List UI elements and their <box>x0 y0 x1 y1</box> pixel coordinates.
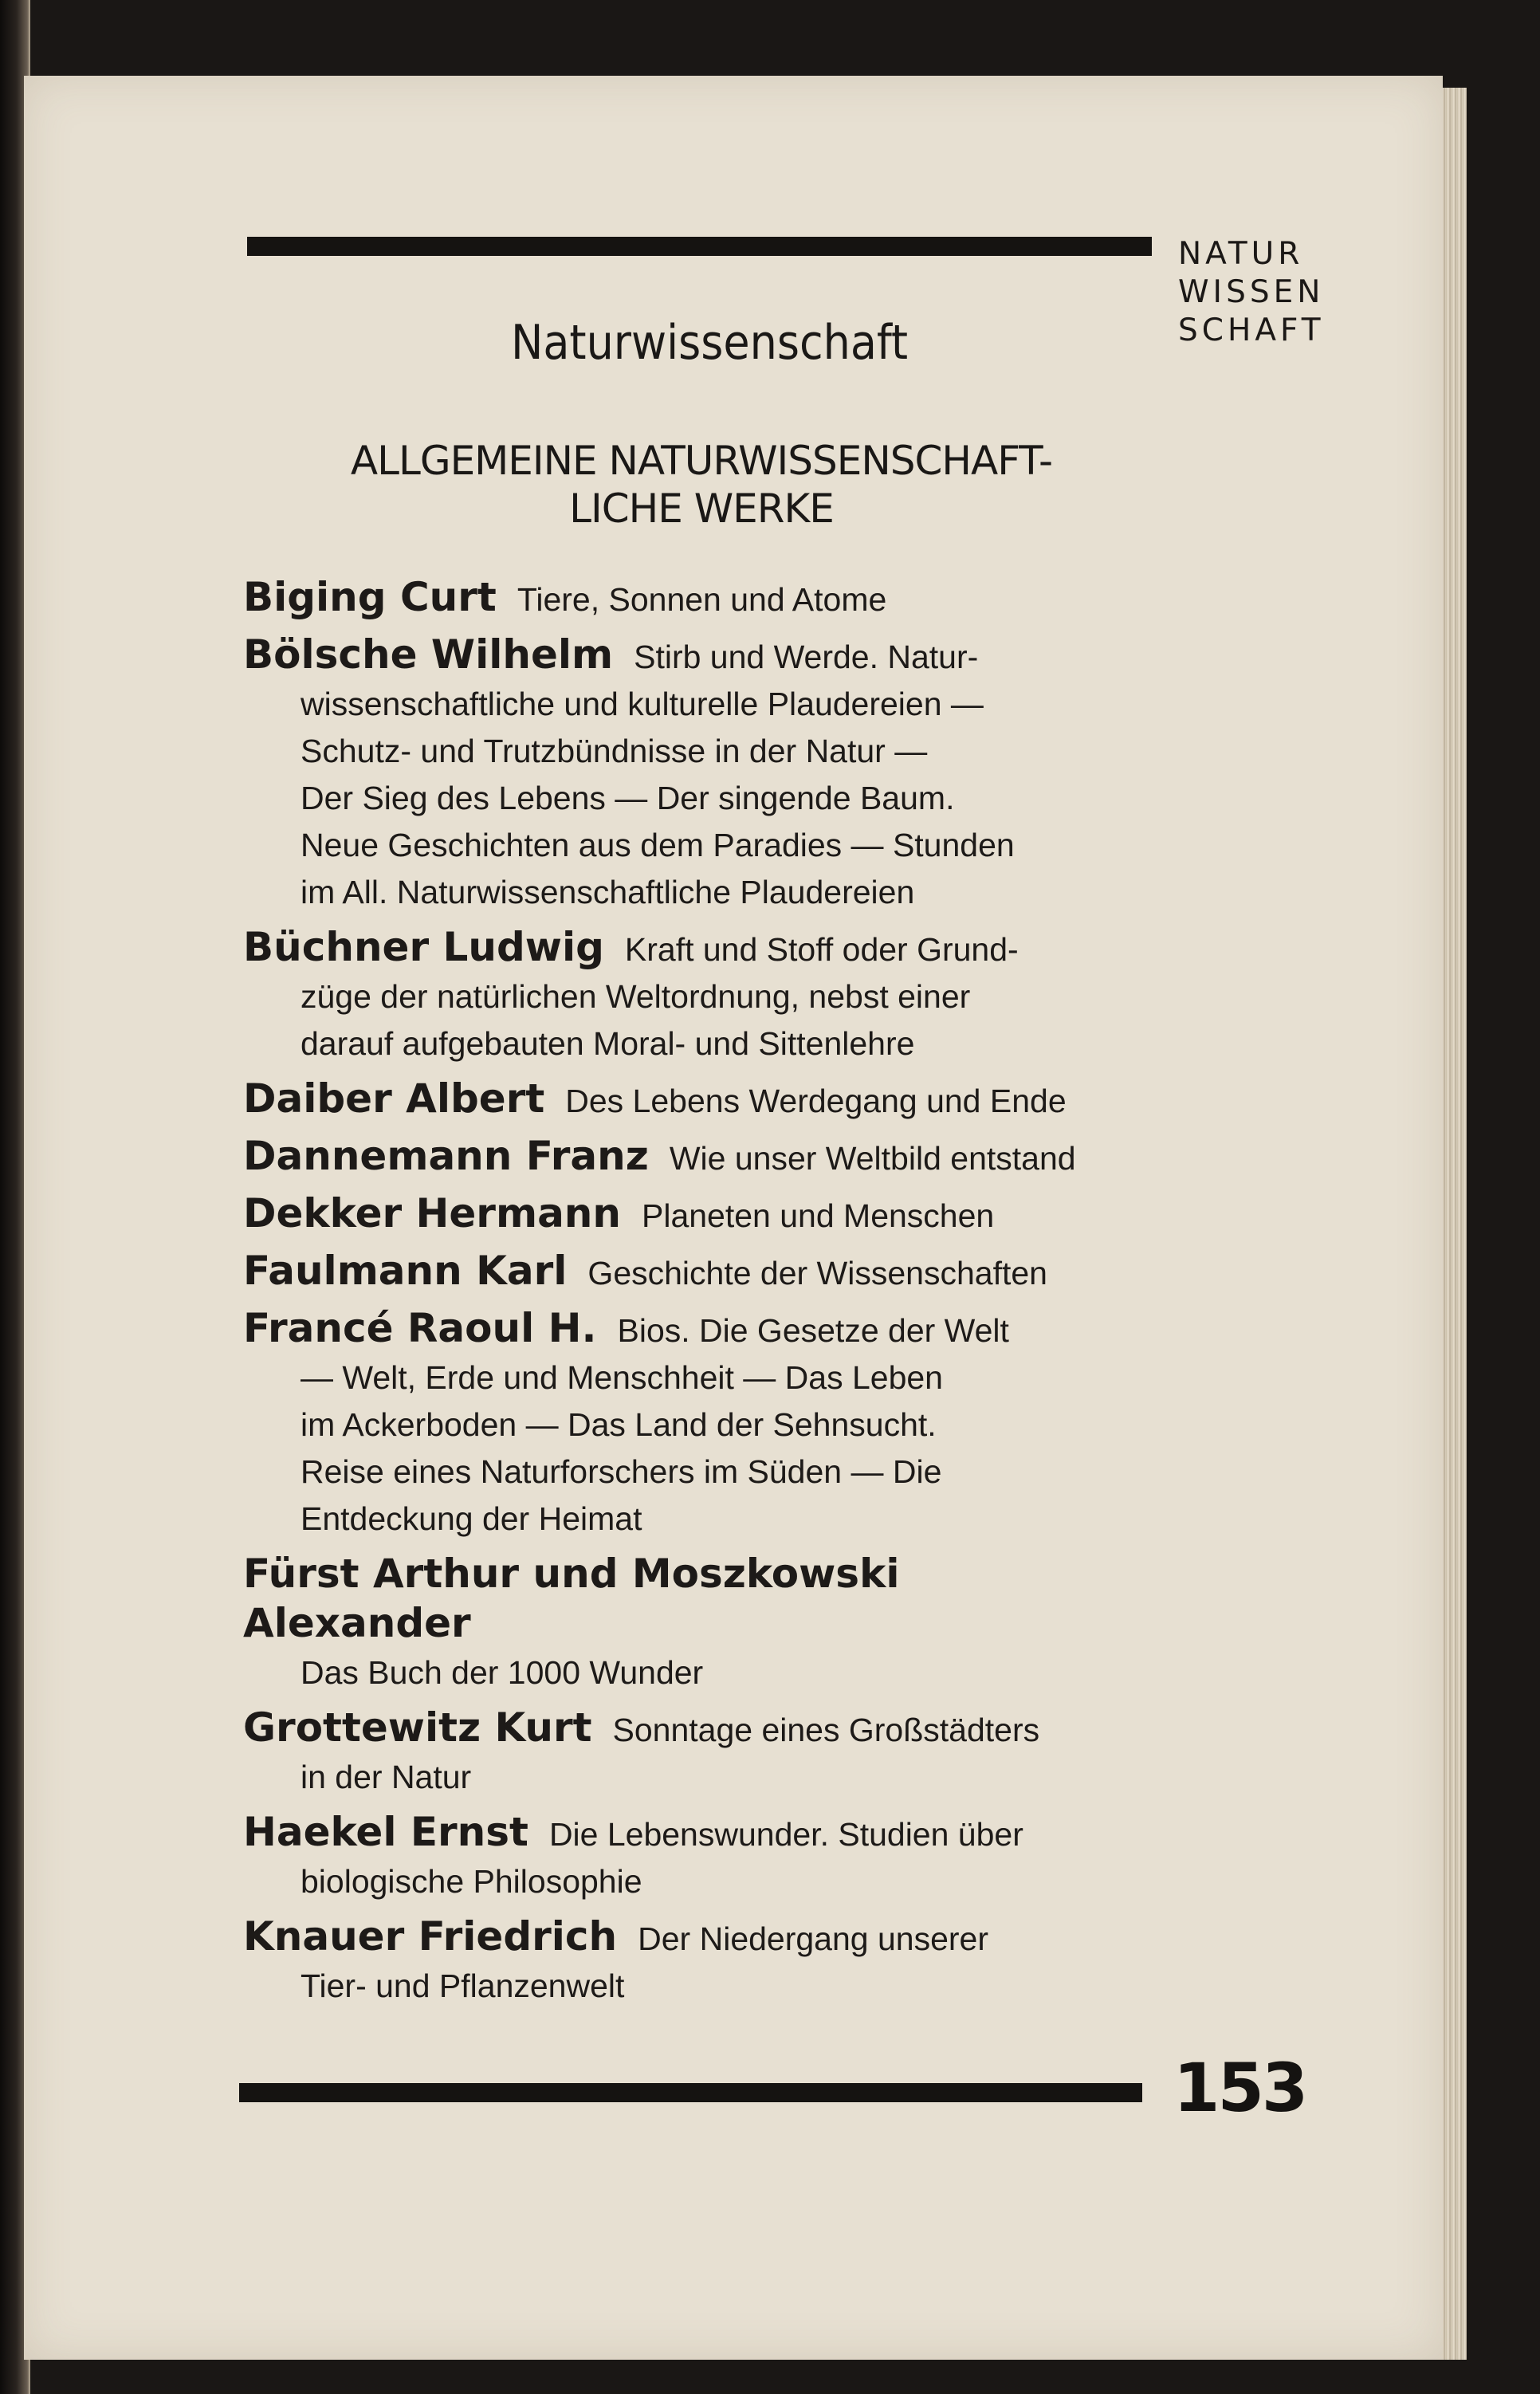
catalog-entry <box>243 1913 1152 2010</box>
catalog-entry <box>243 1305 1152 1543</box>
catalog-entry <box>243 1075 1152 1125</box>
entry-author: Grottewitz Kurt <box>243 1704 592 1751</box>
entry-list <box>243 574 1152 2018</box>
catalog-entry <box>243 1809 1152 1905</box>
entry-title: Tiere, Sonnen und Atome <box>517 581 887 618</box>
catalog-entry <box>243 1704 1152 1801</box>
entry-author: Daiber Albert <box>243 1075 545 1122</box>
catalog-entry <box>243 631 1152 916</box>
margin-label <box>1178 235 1385 350</box>
entry-title: Sonntage eines Großstädters <box>612 1712 1040 1748</box>
entry-author: Bölsche Wilhelm <box>243 631 614 678</box>
entry-title: Die Lebenswunder. Studien über <box>548 1816 1023 1853</box>
entry-continuation-line: Neue Geschichten aus dem Paradies — Stunden <box>301 827 1015 863</box>
entry-author: Haekel Ernst <box>243 1809 528 1855</box>
entry-title: Kraft und Stoff oder Grund- <box>624 931 1019 968</box>
section-heading-line: LICHE WERKE <box>569 485 834 532</box>
entry-continuation-line: Das Buch der 1000 Wunder <box>301 1654 704 1691</box>
page-number: 153 <box>1173 2049 1306 2127</box>
entry-first-line <box>243 1248 1152 1297</box>
entry-continuation-line: Schutz- und Trutzbündnisse in der Natur — <box>301 733 928 769</box>
entry-first-line <box>243 924 1152 973</box>
margin-label-line: NATUR <box>1178 236 1304 272</box>
section-heading-line: ALLGEMEINE NATURWISSENSCHAFT- <box>350 438 1053 484</box>
entry-continuation-line: biologische Philosophie <box>301 1863 642 1900</box>
entry-first-line <box>243 1190 1152 1240</box>
entry-author: Francé Raoul H. <box>243 1305 597 1351</box>
entry-first-line <box>243 1551 1152 1649</box>
entry-first-line <box>243 1305 1152 1354</box>
entry-continuation-line: im Ackerboden — Das Land der Sehnsucht. <box>301 1406 937 1443</box>
entry-first-line <box>243 1133 1152 1182</box>
entry-author: Knauer Friedrich <box>243 1913 618 1960</box>
entry-continuation-line: Der Sieg des Lebens — Der singende Baum. <box>301 780 955 816</box>
entry-first-line <box>243 574 1152 623</box>
catalog-entry <box>243 1190 1152 1240</box>
entry-author: Faulmann Karl <box>243 1248 568 1294</box>
entry-continuation-line: Entdeckung der Heimat <box>301 1500 642 1537</box>
catalog-entry <box>243 1551 1152 1696</box>
section-heading <box>243 437 1160 533</box>
entry-continuation-line: im All. Naturwissenschaftliche Plaudereien <box>301 874 915 910</box>
catalog-entry <box>243 1248 1152 1297</box>
margin-label-line: SCHAFT <box>1178 313 1325 348</box>
bottom-rule <box>239 2083 1142 2102</box>
entry-title: Des Lebens Werdegang und Ende <box>565 1083 1067 1119</box>
page-title: Naturwissenschaft <box>510 315 909 371</box>
entry-first-line <box>243 1704 1152 1754</box>
margin-label-line: WISSEN <box>1178 274 1325 310</box>
entry-continuation-line: züge der natürlichen Weltordnung, nebst einer <box>301 978 971 1015</box>
entry-continuation-line: darauf aufgebauten Moral- und Sittenlehre <box>301 1025 915 1062</box>
entry-continuation-line: Reise eines Naturforschers im Süden — Die <box>301 1453 942 1490</box>
entry-author: Dekker Hermann <box>243 1190 621 1236</box>
catalog-entry <box>243 574 1152 623</box>
entry-author: Fürst Arthur und Moszkowski Alexander <box>243 1551 900 1646</box>
entry-title: Bios. Die Gesetze der Welt <box>617 1312 1009 1349</box>
entry-continuation-line: — Welt, Erde und Menschheit — Das Leben <box>301 1359 943 1396</box>
catalog-entry <box>243 1133 1152 1182</box>
entry-author: Dannemann Franz <box>243 1133 649 1179</box>
entry-continuation-line: in der Natur <box>301 1759 472 1795</box>
entry-first-line <box>243 631 1152 681</box>
entry-title: Wie unser Weltbild entstand <box>669 1140 1076 1177</box>
entry-first-line <box>243 1809 1152 1858</box>
entry-continuation-line: Tier- und Pflanzenwelt <box>301 1967 625 2004</box>
catalog-entry <box>243 924 1152 1067</box>
entry-author: Büchner Ludwig <box>243 924 604 970</box>
entry-title: Stirb und Werde. Natur- <box>634 639 979 675</box>
entry-first-line <box>243 1913 1152 1963</box>
entry-continuation-line: wissenschaftliche und kulturelle Plaudereien — <box>301 686 984 722</box>
entry-author: Biging Curt <box>243 574 497 620</box>
entry-title: Geschichte der Wissenschaften <box>587 1255 1047 1291</box>
entry-title: Der Niedergang unserer <box>638 1920 988 1957</box>
entry-title: Planeten und Menschen <box>642 1197 995 1234</box>
entry-first-line <box>243 1075 1152 1125</box>
top-rule <box>247 237 1152 256</box>
